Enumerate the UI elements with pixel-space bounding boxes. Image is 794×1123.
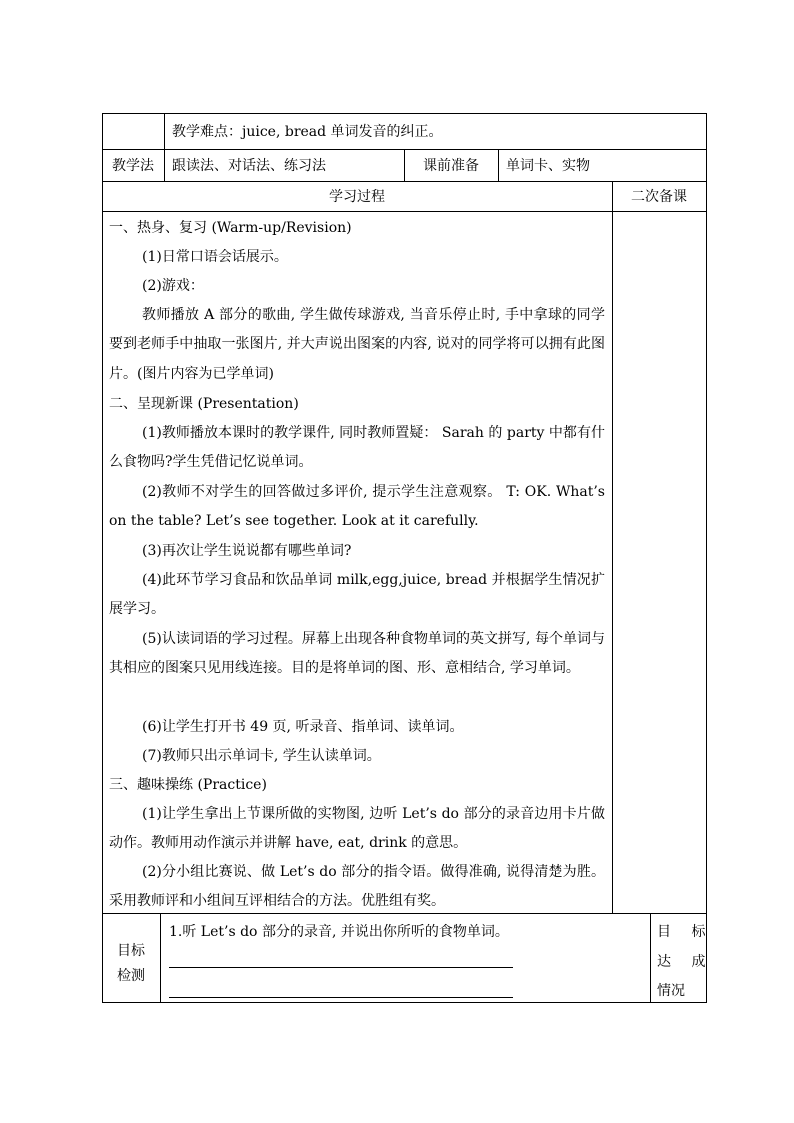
process-paragraph: (1)让学生拿出上节课所做的实物图, 边听 Let’s do 部分的录音边用卡片做动作。教师用动作演示并讲解 have, eat, drink 的意思。	[109, 806, 605, 852]
prep-value: 单词卡、实物	[506, 158, 590, 174]
column-divider	[612, 181, 613, 913]
teaching-difficulty: 教学难点：juice, bread 单词发音的纠正。	[172, 124, 443, 140]
column-divider	[160, 913, 161, 1002]
column-divider	[498, 149, 499, 181]
table-right-border	[706, 113, 707, 1003]
process-paragraph: (1)日常口语会话展示。	[142, 249, 288, 265]
process-paragraph: (5)认读词语的学习过程。屏幕上出现各种食物单词的英文拼写, 每个单词与其相应的图案只见用线连接。目的是将单词的图、形、意相结合, 学习单词。	[109, 631, 605, 677]
process-title: 学习过程	[329, 189, 385, 205]
table-top-border	[102, 113, 707, 114]
section-warmup-heading: 一、热身、复习 (Warm-up/Revision)	[109, 220, 352, 236]
achievement-label-line3: 情况	[657, 983, 685, 999]
row-divider	[102, 211, 707, 212]
answer-line	[169, 997, 513, 998]
section-presentation-heading: 二、呈现新课 (Presentation)	[109, 396, 299, 412]
section-practice-heading: 三、趣味操练 (Practice)	[109, 777, 267, 793]
process-paragraph: (7)教师只出示单词卡, 学生认读单词。	[142, 748, 381, 764]
target-label-line1: 目标	[117, 943, 145, 959]
answer-line	[169, 967, 513, 968]
target-item-1: 1.听 Let’s do 部分的录音, 并说出你所听的食物单词。	[169, 924, 509, 940]
process-paragraph: (4)此环节学习食品和饮品单词 milk,egg,juice, bread 并根据学生情况扩展学习。	[109, 572, 605, 618]
process-paragraph: (1)教师播放本课时的教学课件, 同时教师置疑： Sarah 的 party 中都有什么食物吗?学生凭借记忆说单词。	[109, 425, 605, 471]
table-left-border	[102, 113, 103, 1003]
process-paragraph: 教师播放 A 部分的歌曲, 学生做传球游戏, 当音乐停止时, 手中拿球的同学要到老师手中抽取一张图片, 并大声说出图案的内容, 说对的同学将可以拥有此图片。(图片内容为已学单词)	[109, 307, 605, 382]
column-divider	[164, 113, 165, 181]
process-paragraph: (6)让学生打开书 49 页, 听录音、指单词、读单词。	[142, 719, 464, 735]
table-bottom-border	[102, 1002, 707, 1003]
method-label: 教学法	[112, 158, 154, 174]
process-paragraph: (2)游戏：	[142, 278, 204, 294]
process-paragraph: (2)教师不对学生的回答做过多评价, 提示学生注意观察。 T: OK. What’s on the table? Let’s see together. Look at it carefully.	[109, 484, 605, 530]
achievement-label-line2: 达 成	[657, 954, 714, 970]
process-paragraph: (3)再次让学生说说都有哪些单词?	[142, 543, 352, 559]
second-prep-title: 二次备课	[631, 189, 687, 205]
target-label-line2: 检测	[117, 968, 145, 984]
column-divider	[650, 913, 651, 1002]
method-value: 跟读法、对话法、练习法	[172, 158, 326, 174]
achievement-label-line1: 目 标	[657, 924, 714, 940]
row-divider	[102, 181, 707, 182]
prep-label: 课前准备	[423, 158, 479, 174]
process-paragraph: (2)分小组比赛说、做 Let’s do 部分的指令语。做得准确, 说得清楚为胜。采用教师评和小组间互评相结合的方法。优胜组有奖。	[109, 864, 605, 910]
